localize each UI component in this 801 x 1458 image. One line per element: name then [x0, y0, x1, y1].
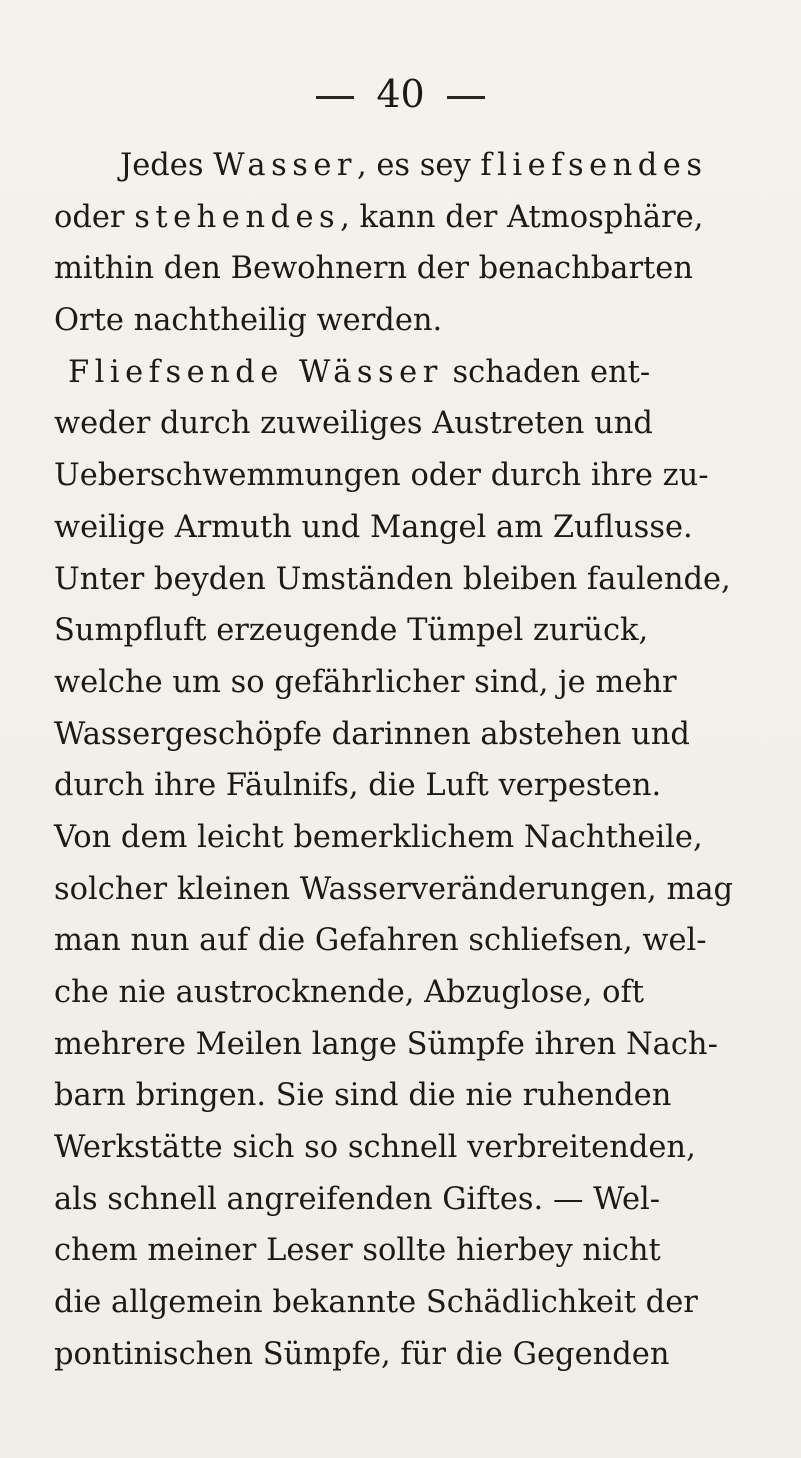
text-line-12: Wassergeschöpfe darinnen abstehen und — [54, 716, 690, 752]
text-line-3: mithin den Bewohnern der benachbarten — [54, 251, 693, 287]
text-line-15: solcher kleinen Wasserveränderungen, mag — [54, 871, 734, 907]
text-fragment: schaden ent- — [442, 354, 651, 390]
text-line-18: mehrere Meilen lange Sümpfe ihren Nach- — [54, 1026, 718, 1062]
text-line-7: Ueberschwemmungen oder durch ihre zu- — [54, 458, 709, 494]
text-line-16: man nun auf die Gefahren schliefsen, wel- — [54, 923, 707, 959]
text-line-11: welche um so gefährlicher sind, je mehr — [54, 664, 677, 700]
main-text — [54, 140, 784, 1381]
page-number: 40 — [376, 72, 425, 116]
text-line-21: als schnell angreifenden Giftes. — Wel- — [54, 1181, 661, 1217]
left-dash-ornament — [316, 96, 354, 99]
spaced-term-fliefsende-waesser: Fliefsende Wässer — [68, 354, 443, 390]
text-line-23: die allgemein bekannte Schädlichkeit der — [54, 1285, 698, 1321]
text-line-8: weilige Armuth und Mangel am Zuflusse. — [54, 509, 693, 545]
text-fragment: oder — [54, 199, 135, 235]
right-dash-ornament — [447, 96, 485, 99]
text-fragment: , kann der Atmosphäre, — [340, 199, 704, 235]
text-line-10: Sumpfluft erzeugende Tümpel zurück, — [54, 613, 649, 649]
text-line-9: Unter beyden Umständen bleiben faulende, — [54, 561, 731, 597]
spaced-term-fliefsendes: fliefsendes — [480, 148, 708, 183]
text-line-24: pontinischen Sümpfe, für die Gegenden — [54, 1336, 670, 1372]
text-line-2 — [54, 192, 784, 244]
text-line-13: durch ihre Fäulnifs, die Luft verpesten. — [54, 768, 662, 804]
text-line-14: Von dem leicht bemerklichem Nachtheile, — [54, 819, 703, 855]
text-line-22: chem meiner Leser sollte hierbey nicht — [54, 1233, 661, 1269]
text-line-6: weder durch zuweiliges Austreten und — [54, 406, 653, 442]
text-fragment: Jedes — [120, 148, 214, 183]
text-line-20: Werkstätte sich so schnell verbreitenden, — [54, 1130, 696, 1166]
text-line-1 — [54, 140, 784, 192]
text-line-5 — [54, 347, 784, 399]
spaced-term-wasser: Wasser — [213, 148, 357, 183]
text-fragment: , es sey — [356, 148, 481, 183]
page-header — [0, 72, 801, 116]
text-line-17: che nie austrocknende, Abzuglose, oft — [54, 975, 645, 1010]
text-line-19: barn bringen. Sie sind die nie ruhenden — [54, 1078, 672, 1114]
spaced-term-stehendes: stehendes — [134, 199, 341, 235]
text-line-4: Orte nachtheilig werden. — [54, 303, 443, 339]
